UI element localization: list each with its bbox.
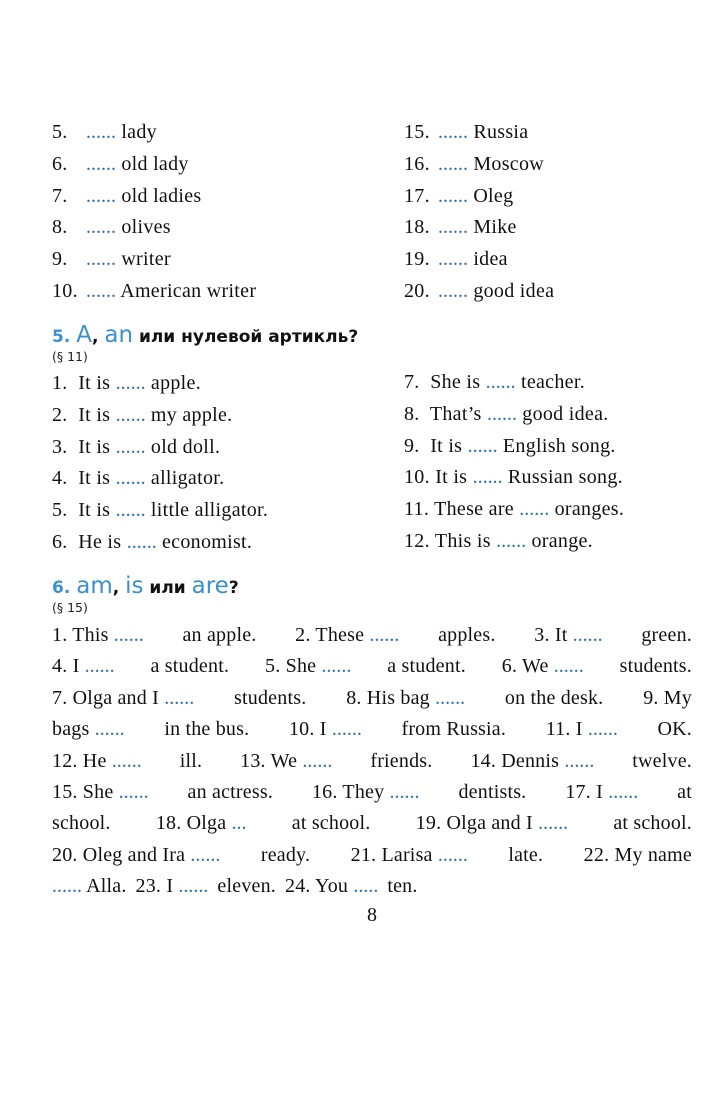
ex5-item-end: my apple. xyxy=(150,403,233,426)
ex4-item xyxy=(404,216,517,239)
ex6-word-ili: или xyxy=(149,578,186,598)
ex4-item xyxy=(404,153,544,176)
ex6-fragment: 18. Olga ... xyxy=(155,812,247,835)
ex4-item-text: old lady xyxy=(121,152,189,175)
ex6-fragment: 7. Olga and I ...... xyxy=(52,686,195,709)
ex4-item-number: 10. xyxy=(52,280,78,302)
ex6-fragment: from Russia. xyxy=(401,718,507,741)
ex4-item-text: idea xyxy=(473,248,508,271)
ex6-fragment: a student. xyxy=(150,655,230,678)
ex4-item-number: 20. xyxy=(404,280,430,302)
ex5-item xyxy=(52,436,220,459)
ex4-item xyxy=(404,248,508,271)
ex6-fragment: twelve. xyxy=(632,749,692,772)
ex6-line xyxy=(52,875,692,898)
ex4-item-text: Russia xyxy=(473,121,529,143)
ex6-word-am: am xyxy=(76,573,113,599)
blank-dots: ...... xyxy=(86,152,116,175)
ex6-line xyxy=(52,687,692,710)
ex5-item-end: Russian song. xyxy=(507,466,623,489)
ex6-fragment: 9. My xyxy=(643,686,692,709)
ex6-fragment: 21. Larisa ...... xyxy=(350,843,468,866)
ex5-item xyxy=(404,435,616,458)
blank-dots: ...... xyxy=(52,875,82,898)
ex6-fragment: at school. xyxy=(613,812,692,835)
blank-dots: ...... xyxy=(94,718,125,741)
ex5-word-an: an xyxy=(104,322,134,348)
ex5-item-end: alligator. xyxy=(150,467,225,490)
ex6-question-mark: ? xyxy=(228,578,239,598)
blank-dots: ...... xyxy=(86,280,116,302)
ex5-item-start: 2. It is xyxy=(52,403,111,426)
page-number: 8 xyxy=(367,904,377,926)
blank-dots: ...... xyxy=(472,466,503,489)
ex5-item-end: oranges. xyxy=(554,498,625,521)
blank-dots: ...... xyxy=(519,498,550,521)
ex5-item xyxy=(404,403,609,426)
ex5-item-start: 12. This is xyxy=(404,530,491,552)
ex6-fragment: ten. xyxy=(387,875,418,898)
ex6-word-is: is xyxy=(125,573,144,599)
ex5-item xyxy=(404,371,585,394)
ex6-line xyxy=(52,624,692,647)
ex6-separator: , xyxy=(112,578,120,598)
ex5-item xyxy=(404,530,593,553)
ex5-item xyxy=(404,498,624,521)
ex6-fragment: 19. Olga and I ...... xyxy=(415,812,569,835)
ex5-item xyxy=(52,499,268,522)
blank-dots: ...... xyxy=(118,781,149,803)
ex6-fragment: friends. xyxy=(370,749,433,772)
ex5-item-end: orange. xyxy=(531,530,593,552)
blank-dots: ...... xyxy=(86,216,116,239)
ex6-fragment: in the bus. xyxy=(164,718,250,741)
ex5-word-a: A xyxy=(76,322,92,348)
ex6-fragment: 12. He ...... xyxy=(52,749,142,772)
blank-dots: ...... xyxy=(369,624,400,646)
ex4-item xyxy=(52,216,171,239)
ex6-line xyxy=(52,750,692,773)
ex6-fragment: 14. Dennis ...... xyxy=(470,749,595,772)
ex4-item xyxy=(52,280,256,303)
blank-dots: ...... xyxy=(438,121,468,143)
ex4-item-text: Moscow xyxy=(473,152,544,175)
blank-dots: ...... xyxy=(178,875,209,898)
blank-dots: ...... xyxy=(86,121,116,143)
ex5-item-end: English song. xyxy=(502,434,616,457)
ex5-item xyxy=(52,404,232,427)
ex5-paragraph-ref: (§ 11) xyxy=(52,349,88,364)
blank-dots: ...... xyxy=(438,184,468,207)
ex5-heading-rest: или нулевой артикль? xyxy=(138,327,359,347)
ex6-fragment: 10. I ...... xyxy=(288,718,362,741)
ex6-word-are: are xyxy=(191,573,229,599)
blank-dots: ...... xyxy=(587,718,618,741)
ex5-item-start: 9. It is xyxy=(404,434,463,457)
ex6-fragment: school. xyxy=(52,812,111,835)
ex6-fragment: ready. xyxy=(260,843,311,866)
ex5-item-end: apple. xyxy=(150,372,202,394)
blank-dots: ...... xyxy=(437,843,468,866)
ex6-fragment: 17. I ...... xyxy=(565,781,639,803)
ex5-item-end: old doll. xyxy=(150,435,221,458)
ex6-paragraph-ref: (§ 15) xyxy=(52,600,88,615)
ex4-item xyxy=(404,121,528,144)
ex4-item-text: old ladies xyxy=(121,184,202,207)
ex6-fragment: students. xyxy=(234,686,307,709)
ex4-item xyxy=(52,121,157,144)
blank-dots: ...... xyxy=(84,655,115,678)
ex6-line xyxy=(52,655,692,678)
ex6-fragment: OK. xyxy=(657,718,692,741)
blank-dots: ...... xyxy=(115,467,146,490)
ex4-item-text: Mike xyxy=(473,216,517,239)
ex4-item-number: 7. xyxy=(52,184,68,207)
ex6-fragment: 13. We ...... xyxy=(240,749,333,772)
ex5-item-start: 11. These are xyxy=(404,498,514,521)
blank-dots: ...... xyxy=(564,749,595,772)
blank-dots: ...... xyxy=(389,781,420,803)
ex6-line xyxy=(52,844,692,867)
ex4-item-number: 18. xyxy=(404,216,430,239)
blank-dots: ...... xyxy=(435,686,466,709)
ex5-item-start: 8. That’s xyxy=(404,402,482,425)
ex6-fragment: apples. xyxy=(438,624,496,646)
ex6-fragment: 8. His bag ...... xyxy=(346,686,466,709)
blank-dots: ...... xyxy=(190,843,221,866)
ex5-item-end: economist. xyxy=(162,531,253,553)
cropped-top-line xyxy=(52,96,552,106)
ex5-item-start: 5. It is xyxy=(52,499,111,522)
ex4-item-text: writer xyxy=(121,248,171,271)
ex4-item-number: 9. xyxy=(52,248,68,271)
ex6-fragment: 2. These ...... xyxy=(295,624,400,646)
ex5-item xyxy=(52,372,201,395)
blank-dots: ...... xyxy=(115,372,146,394)
ex6-fragment: a student. xyxy=(387,655,466,678)
blank-dots: ...... xyxy=(438,248,468,271)
ex6-line xyxy=(52,718,692,741)
ex5-item-start: 7. She is xyxy=(404,371,481,393)
ex6-fragment: 24. You ..... xyxy=(285,875,379,898)
ex4-item-text: American writer xyxy=(120,280,257,302)
ex6-fragment: 6. We ...... xyxy=(501,655,584,678)
blank-dots: ...... xyxy=(438,216,468,239)
ex6-fragment: ill. xyxy=(179,749,203,772)
ex6-fragment: 3. It ...... xyxy=(534,624,603,646)
blank-dots: ...... xyxy=(302,749,333,772)
ex5-item-start: 3. It is xyxy=(52,435,111,458)
ex6-fragment: 11. I ...... xyxy=(545,718,618,741)
ex6-line xyxy=(52,781,692,804)
ex6-fragment: an apple. xyxy=(182,624,257,646)
blank-dots: ...... xyxy=(608,781,639,803)
ex4-item-number: 8. xyxy=(52,216,68,239)
ex4-item-text: lady xyxy=(121,121,157,143)
ex5-item xyxy=(52,467,224,490)
ex6-fragment: eleven. xyxy=(217,875,276,898)
ex4-item-number: 5. xyxy=(52,121,68,143)
ex5-item-end: teacher. xyxy=(520,371,585,393)
ex4-item-number: 19. xyxy=(404,248,430,271)
ex6-fragment: 4. I ...... xyxy=(52,655,115,678)
blank-dots: ...... xyxy=(111,749,142,772)
ex6-fragment: late. xyxy=(508,843,544,866)
ex6-fragment: green. xyxy=(641,624,692,646)
blank-dots: ...... xyxy=(115,403,146,426)
ex6-fragment: 22. My name xyxy=(583,843,692,866)
ex6-number: 6. xyxy=(52,578,71,598)
ex5-item-start: 10. It is xyxy=(404,466,468,489)
ex4-item xyxy=(404,280,554,303)
ex5-item-end: little alligator. xyxy=(150,499,269,522)
ex5-separator: , xyxy=(91,327,99,347)
ex5-item-end: good idea. xyxy=(522,402,609,425)
ex6-fragment: 15. She ...... xyxy=(52,781,149,803)
ex6-fragment: an actress. xyxy=(187,781,274,803)
ex5-item-start: 6. He is xyxy=(52,531,122,553)
ex5-item xyxy=(52,531,252,554)
ex4-item xyxy=(404,185,513,208)
blank-dots: ...... xyxy=(164,686,195,709)
ex4-item-number: 16. xyxy=(404,152,430,175)
blank-dots: ...... xyxy=(496,530,527,552)
ex4-item-number: 17. xyxy=(404,184,430,207)
blank-dots: ...... xyxy=(126,531,157,553)
ex4-item xyxy=(52,248,171,271)
blank-dots: ...... xyxy=(572,624,603,646)
ex6-fragment: 23. I ...... xyxy=(135,875,209,898)
ex4-item xyxy=(52,153,189,176)
ex6-fragment: 20. Oleg and Ira ...... xyxy=(52,843,221,866)
ex6-heading xyxy=(52,573,239,599)
blank-dots: ...... xyxy=(331,718,362,741)
ex4-item-text: olives xyxy=(121,216,171,239)
blank-dots: ...... xyxy=(115,435,146,458)
ex5-item xyxy=(404,466,623,489)
ex6-fragment: bags ...... xyxy=(52,718,125,741)
ex6-fragment: 16. They ...... xyxy=(311,781,420,803)
blank-dots: ... xyxy=(231,812,247,835)
ex6-fragment: at xyxy=(677,781,692,803)
blank-dots: ...... xyxy=(86,248,116,271)
blank-dots: ...... xyxy=(467,434,498,457)
ex6-fragment: on the desk. xyxy=(504,686,604,709)
blank-dots: ...... xyxy=(485,371,516,393)
ex6-line xyxy=(52,812,692,835)
ex4-item-text: good idea xyxy=(473,280,555,302)
ex4-item-number: 15. xyxy=(404,121,430,143)
ex5-item-start: 4. It is xyxy=(52,467,111,490)
blank-dots: ...... xyxy=(538,812,569,835)
ex4-item-text: Oleg xyxy=(473,184,514,207)
ex4-item xyxy=(52,185,202,208)
blank-dots: ..... xyxy=(353,875,379,898)
blank-dots: ...... xyxy=(438,280,468,302)
ex6-fragment: students. xyxy=(619,655,692,678)
blank-dots: ...... xyxy=(321,655,352,678)
ex6-fragment: dentists. xyxy=(458,781,527,803)
ex5-number: 5. xyxy=(52,327,71,347)
ex6-fragment: ...... Alla. xyxy=(52,875,127,898)
blank-dots: ...... xyxy=(113,624,144,646)
ex6-fragment: at school. xyxy=(291,812,371,835)
blank-dots: ...... xyxy=(438,152,468,175)
ex4-item-number: 6. xyxy=(52,152,68,175)
ex6-fragment: 5. She ...... xyxy=(265,655,352,678)
blank-dots: ...... xyxy=(486,402,517,425)
blank-dots: ...... xyxy=(553,655,584,678)
ex5-item-start: 1. It is xyxy=(52,372,111,394)
blank-dots: ...... xyxy=(115,499,146,522)
ex6-fragment: 1. This ...... xyxy=(52,624,144,646)
blank-dots: ...... xyxy=(86,184,116,207)
ex5-heading xyxy=(52,322,358,348)
